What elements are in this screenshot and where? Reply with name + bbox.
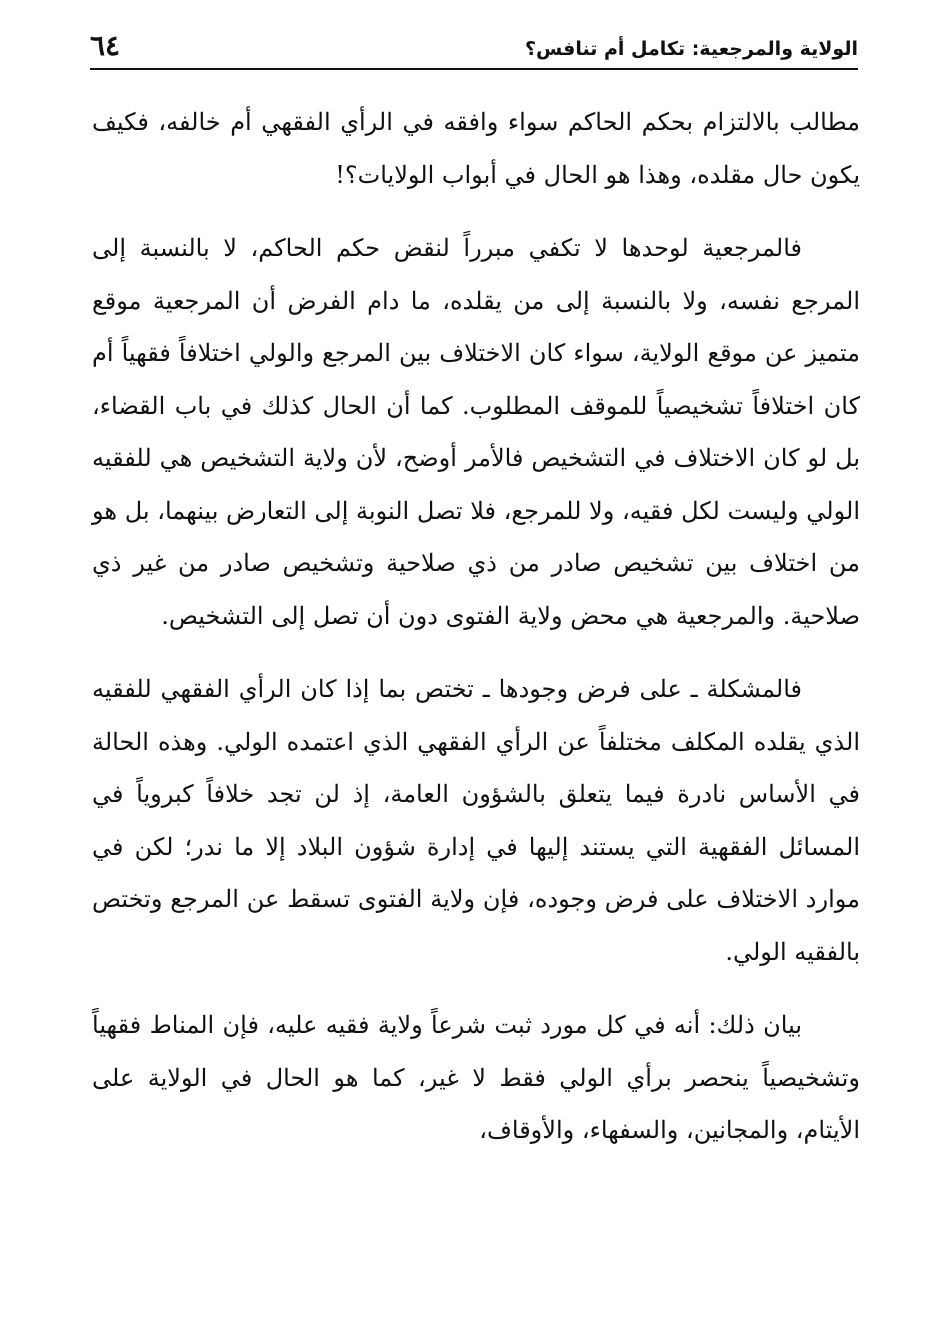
paragraph-1: مطالب بالالتزام بحكم الحاكم سواء وافقه في الرأي الفقهي أم خالفه، فكيف يكون حال مقلده، وهذا هو الحال في أبواب الولايات؟!	[92, 108, 860, 189]
header-title: الولاية والمرجعية: تكامل أم تنافس؟	[525, 38, 858, 60]
page-number: ٦٤	[90, 29, 121, 62]
running-header	[90, 26, 858, 70]
body-text	[92, 96, 860, 1178]
paragraph-3: فالمشكلة ـ على فرض وجودها ـ تختص بما إذا كان الرأي الفقهي للفقيه الذي يقلده المكلف مختلفاً عن الرأي الفقهي الذي اعتمده الولي. وهذه الحالة في الأساس نادرة فيما يتعلق بالشؤون العامة، إذ لن تجد خلافاً كبروياً في المسائل الفقهية التي يستند إليها في إدارة شؤون البلاد إلا ما ندر؛ لكن في موارد الاختلاف على فرض وجوده، فإن ولاية الفتوى تسقط عن المرجع وتختص بالفقيه الولي.	[92, 675, 860, 966]
paragraph-2: فالمرجعية لوحدها لا تكفي مبرراً لنقض حكم الحاكم، لا بالنسبة إلى المرجع نفسه، ولا بالنسبة إلى من يقلده، ما دام الفرض أن المرجعية موقع متميز عن موقع الولاية، سواء كان الاختلاف بين المرجع والولي اختلافاً فقهياً أم كان اختلافاً تشخيصياً للموقف المطلوب. كما أن الحال كذلك في باب القضاء، بل لو كان الاختلاف في التشخيص فالأمر أوضح، لأن ولاية التشخيص هي للفقيه الولي وليست لكل فقيه، ولا للمرجع، فلا تصل النوبة إلى التعارض بينهما، بل هو من اختلاف بين تشخيص صادر من ذي صلاحية وتشخيص صادر من غير ذي صلاحية. والمرجعية هي محض ولاية الفتوى دون أن تصل إلى التشخيص.	[92, 234, 861, 630]
paragraph-4: بيان ذلك: أنه في كل مورد ثبت شرعاً ولاية فقيه عليه، فإن المناط فقهياً وتشخيصياً ينحصر برأي الولي فقط لا غير، كما هو الحال في الولاية على الأيتام، والمجانين، والسفهاء، والأوقاف،	[92, 1011, 860, 1144]
